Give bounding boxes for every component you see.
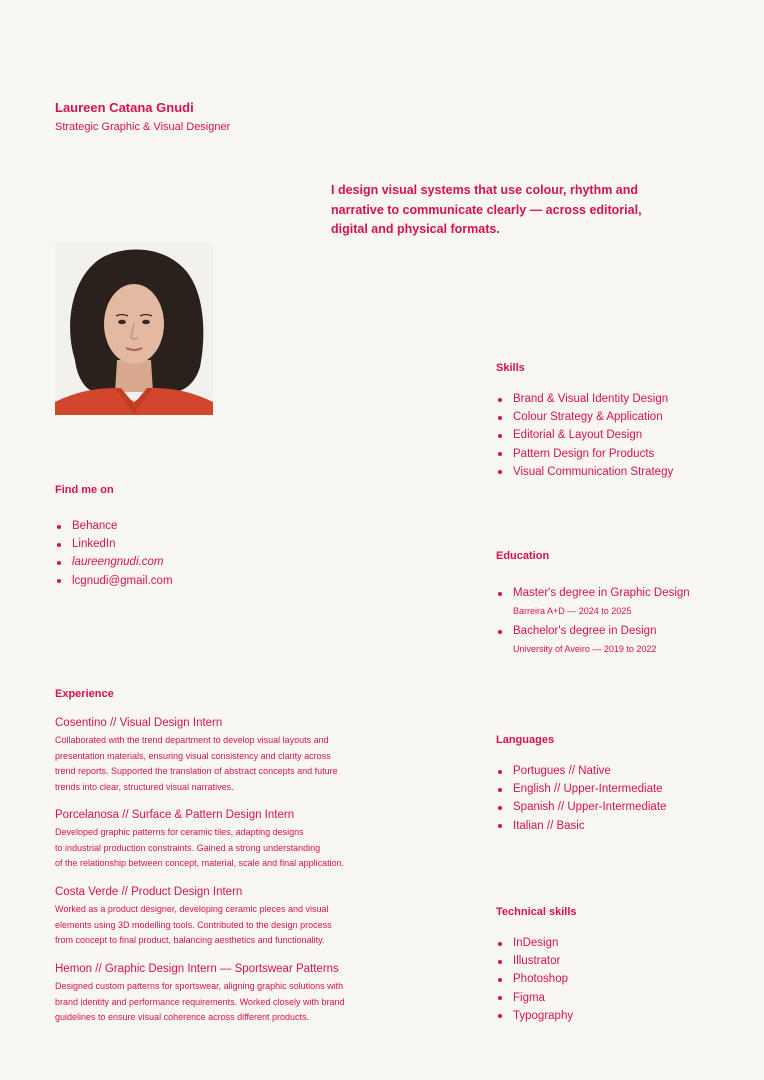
skills-title: Skills: [496, 362, 525, 374]
education-title: Education: [496, 550, 550, 562]
education-degree: Master's degree in Graphic Design: [513, 587, 690, 599]
languages-list: [496, 762, 666, 835]
technical-skills-list: [496, 934, 573, 1025]
technical-skill-item: Typography: [496, 1007, 573, 1025]
experience-heading: Costa Verde // Product Design Intern: [55, 886, 243, 898]
experience-description: Collaborated with the trend department to develop visual layouts and presentation materials, ensuring visual consistency and clarity across trend reports. Supported the translation of abstract concepts and future trends into clear, structured visual narratives.: [55, 735, 338, 792]
email-link[interactable]: lcgnudi@gmail.com: [55, 572, 173, 590]
education-list: [496, 584, 690, 660]
person-role: Strategic Graphic & Visual Designer: [55, 121, 231, 133]
languages-title: Languages: [496, 734, 555, 746]
find-me-list: [55, 517, 173, 590]
language-item: Italian // Basic: [496, 817, 666, 835]
skill-item: Visual Communication Strategy: [496, 463, 673, 481]
technical-skill-item: Figma: [496, 989, 573, 1007]
experience-item: [55, 962, 395, 1026]
experience-item: [55, 716, 395, 795]
portrait-photo: [55, 242, 213, 415]
experience-heading: Cosentino // Visual Design Intern: [55, 717, 223, 729]
website-link[interactable]: laureengnudi.com: [55, 553, 173, 571]
language-item: Portugues // Native: [496, 762, 666, 780]
education-detail: University of Aveiro — 2019 to 2022: [513, 644, 657, 655]
experience-heading: Hemon // Graphic Design Intern — Sportswear Patterns: [55, 963, 339, 975]
experience-company: Hemon: [55, 963, 93, 975]
experience-company: Porcelanosa: [55, 809, 119, 821]
education-degree: Bachelor's degree in Design: [513, 625, 657, 638]
experience-role: Graphic Design Intern — Sportswear Patterns: [104, 963, 339, 975]
experience-item: [55, 808, 395, 872]
technical-skill-item: Photoshop: [496, 970, 573, 988]
experience-heading: Porcelanosa // Surface & Pattern Design Intern: [55, 809, 295, 821]
experience-company: Cosentino: [55, 717, 107, 729]
skill-item: Brand & Visual Identity Design: [496, 390, 673, 408]
education-item: [496, 622, 690, 656]
find-me-title: Find me on: [55, 484, 114, 496]
technical-skill-item: InDesign: [496, 934, 573, 952]
experience-title: Experience: [55, 688, 114, 700]
experience-role: Surface & Pattern Design Intern: [131, 809, 295, 821]
language-item: Spanish // Upper-Intermediate: [496, 798, 666, 816]
linkedin-link[interactable]: LinkedIn: [55, 535, 173, 553]
skill-item: Colour Strategy & Application: [496, 408, 673, 426]
person-name: Laureen Catana Gnudi: [55, 100, 194, 115]
experience-description: Developed graphic patterns for ceramic tiles, adapting designs to industrial production constraints. Gained a strong understanding of the relationship between concept, material, scale and final application.: [55, 827, 345, 868]
experience-company: Costa Verde: [55, 886, 119, 898]
behance-link[interactable]: Behance: [55, 517, 173, 535]
technical-skill-item: Illustrator: [496, 952, 573, 970]
skill-item: Pattern Design for Products: [496, 445, 673, 463]
skill-item: Editorial & Layout Design: [496, 426, 673, 444]
education-item: [496, 584, 690, 618]
technical-skills-title: Technical skills: [496, 906, 577, 918]
experience-description: Worked as a product designer, developing ceramic pieces and visual elements using 3D modelling tools. Contributed to the design process from concept to final product, balancing aesthetics and functionality.: [55, 904, 332, 945]
tagline: I design visual systems that use colour, rhythm and narrative to communicate clearly — across editorial, digital and physical formats.: [331, 183, 642, 236]
experience-role: Visual Design Intern: [119, 717, 223, 729]
experience-role: Product Design Intern: [131, 886, 243, 898]
skills-list: [496, 390, 673, 481]
education-detail: Barreira A+D — 2024 to 2025: [513, 606, 632, 617]
language-item: English // Upper-Intermediate: [496, 780, 666, 798]
experience-description: Designed custom patterns for sportswear, aligning graphic solutions with brand identity and performance requirements. Worked closely with brand guidelines to ensure visual coherence across different products.: [55, 981, 345, 1022]
experience-item: [55, 885, 395, 949]
